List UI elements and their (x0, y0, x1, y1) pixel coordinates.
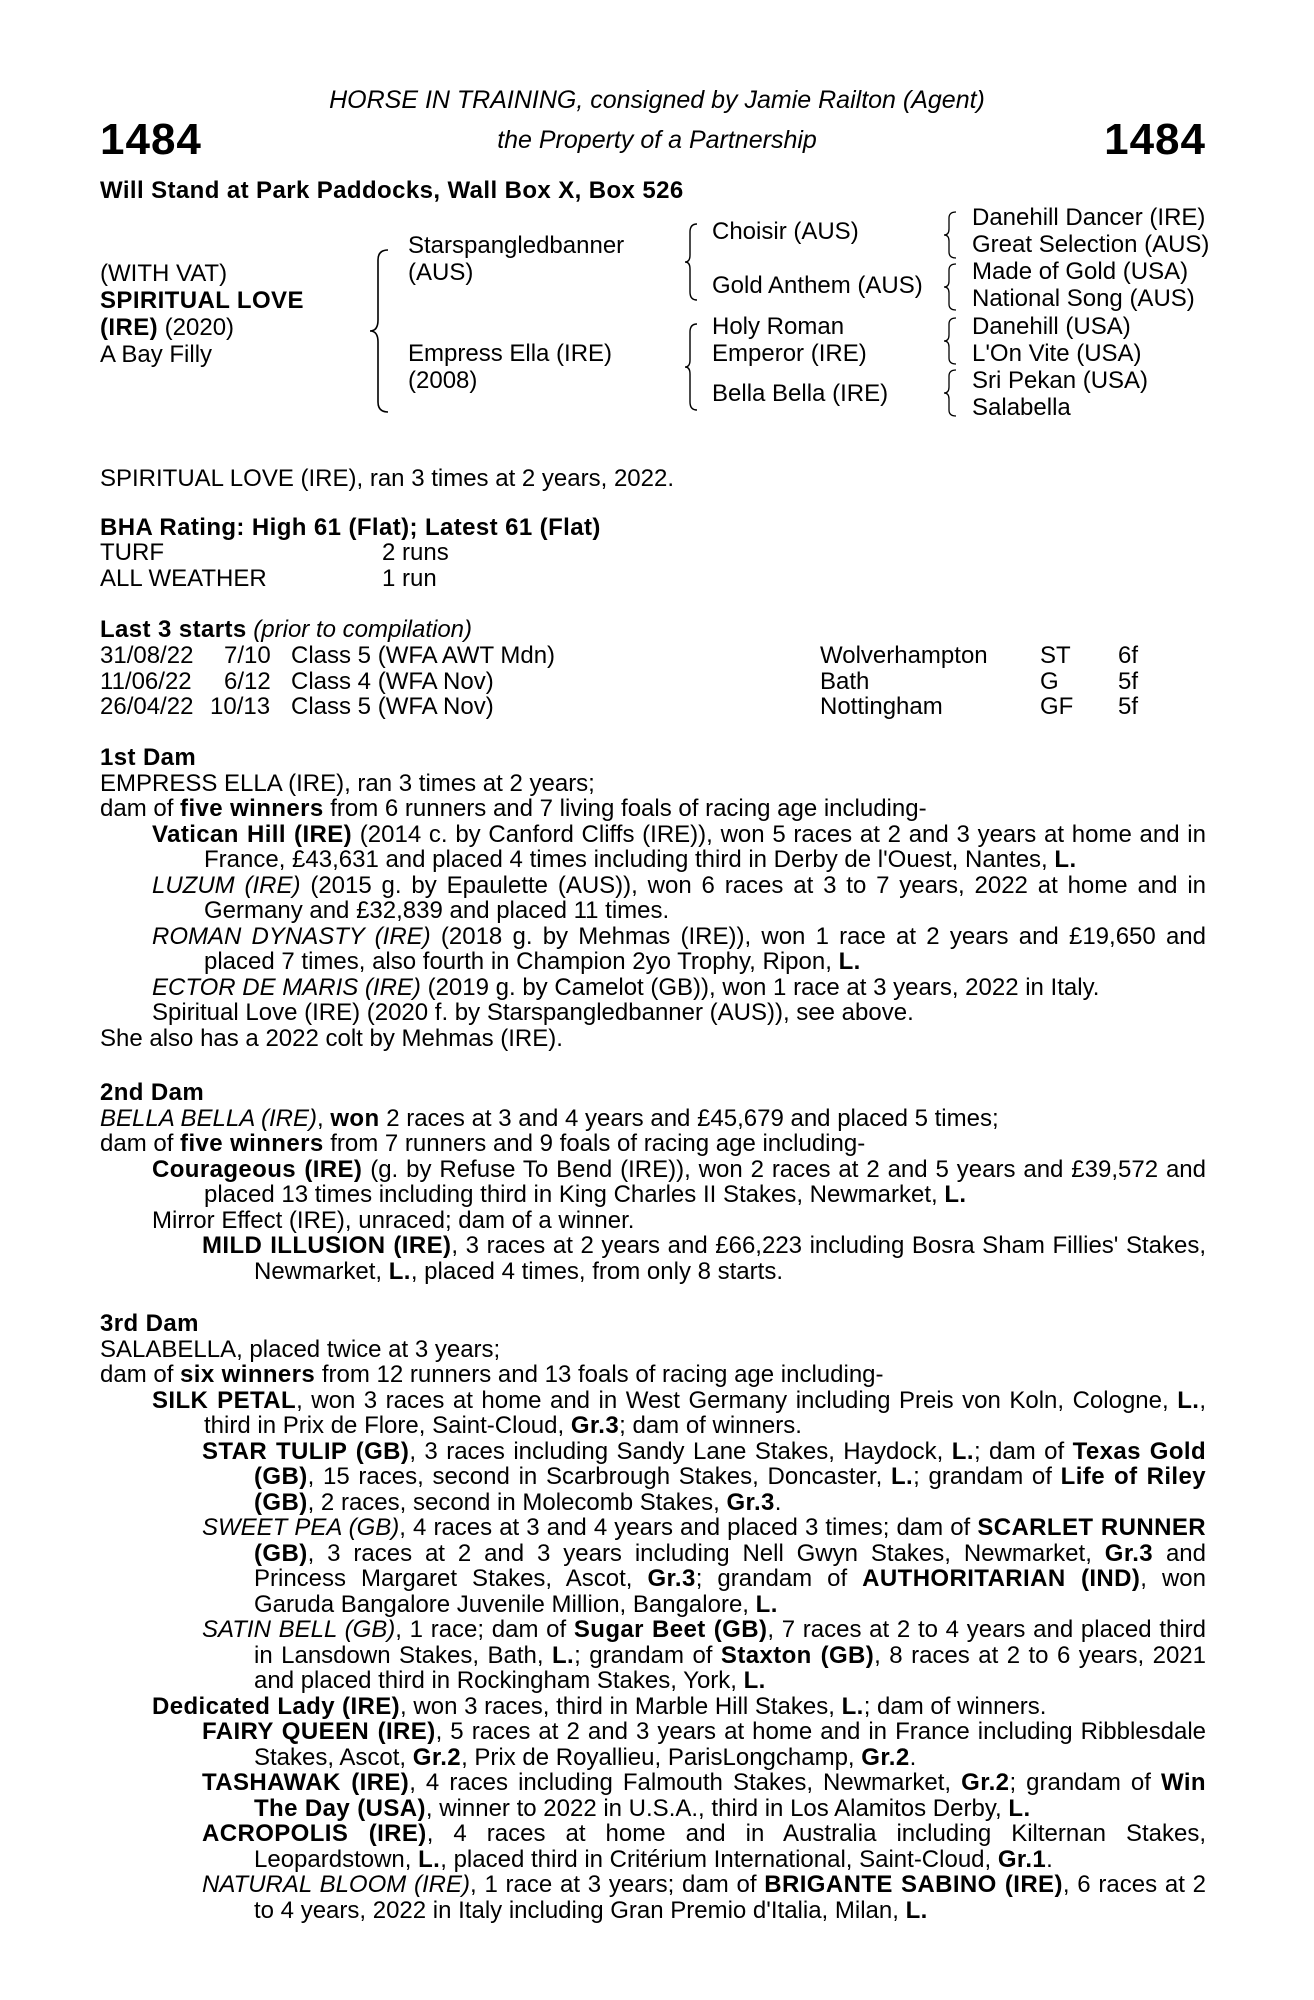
list-item (100, 1694, 1206, 1720)
vat-label: (WITH VAT) (100, 260, 228, 287)
text: , 6 races at 2 to 4 years, 2022 in Italy including Gran Premio d'Italia, Milan, (254, 1871, 1206, 1924)
text: ; dam of winners. (863, 1692, 1047, 1720)
list-item (100, 822, 1206, 873)
second-dam-intro (100, 1106, 1206, 1132)
progeny-name: BRIGANTE SABINO (IRE) (764, 1871, 1063, 1898)
horse-block (100, 260, 304, 368)
progeny-name: LUZUM (IRE) (152, 871, 301, 899)
pedigree-brace-dd (942, 368, 958, 418)
starts-title: Last 3 starts (100, 616, 247, 643)
text: , 3 races at 2 and 3 years including Nell Gwyn Stakes, Newmarket, (307, 1539, 1105, 1567)
starts-heading (100, 617, 472, 643)
ped-dds: Sri Pekan (USA) (972, 367, 1149, 394)
pedigree-brace-ds (942, 316, 958, 366)
progeny-name: SATIN BELL (GB) (202, 1616, 396, 1643)
text: from 12 runners and 13 foals of racing age including- (315, 1361, 884, 1388)
progeny-name: Staxton (GB) (720, 1641, 875, 1669)
progeny-name: MILD ILLUSION (IRE) (202, 1232, 452, 1259)
ped-dam-name: Empress Ella (IRE) (408, 340, 613, 367)
start-dist: 5f (1118, 693, 1139, 720)
start-race: Class 5 (WFA Nov) (291, 693, 494, 720)
won-mark: won (330, 1104, 380, 1132)
ped-ds-l2: Emperor (IRE) (712, 340, 867, 367)
list-item (100, 1515, 1206, 1617)
text: from 7 runners and 9 foals of racing age including- (323, 1130, 866, 1157)
ped-sire-country: (AUS) (408, 259, 474, 286)
ped-dam-year: (2008) (408, 367, 478, 394)
lot-number-left: 1484 (100, 115, 202, 164)
listed-mark: L. (743, 1667, 766, 1694)
progeny-name: SCARLET RUNNER (GB) (254, 1514, 1206, 1567)
group-mark: Gr.2 (961, 1769, 1010, 1796)
second-dam-section (100, 1080, 1206, 1284)
winners-count: six winners (180, 1361, 316, 1388)
text: , 1 race; dam of (395, 1616, 574, 1643)
horse-year: (2020) (164, 314, 235, 341)
listed-mark: L. (1177, 1386, 1200, 1414)
list-item (100, 873, 1206, 924)
starts-note: (prior to compilation) (253, 616, 473, 643)
text: . (909, 1743, 917, 1771)
text: , placed third in Critérium International, Saint-Cloud, (440, 1845, 998, 1873)
ped-dss: Danehill (USA) (972, 313, 1131, 340)
text: dam of (100, 1361, 181, 1388)
text: , 4 races including Falmouth Stakes, Newmarket, (409, 1769, 962, 1796)
text: , 8 races at 2 to 6 years, 2021 and placed third in Rockingham Stakes, York, (254, 1641, 1206, 1694)
consignor-line: HORSE IN TRAINING, consigned by Jamie Railton (Agent) (329, 86, 985, 114)
text: , winner to 2022 in U.S.A., third in Los Alamitos Derby, (425, 1794, 1009, 1822)
text: , 5 races at 2 and 3 years at home and in France including Ribblesdale Stakes, Ascot, (254, 1718, 1206, 1771)
listed-mark: L. (1054, 846, 1077, 873)
race-summary: SPIRITUAL LOVE (IRE), ran 3 times at 2 years, 2022. (100, 465, 674, 492)
progeny-name: Courageous (IRE) (152, 1155, 363, 1183)
start-race: Class 4 (WFA Nov) (291, 667, 494, 695)
winners-count: five winners (180, 795, 324, 822)
horse-name: SPIRITUAL LOVE (100, 287, 304, 314)
text: from 6 runners and 7 living foals of racing age including- (323, 795, 927, 822)
text: (2018 g. by Mehmas (IRE)), won 1 race at 2 years and £19,650 and placed 7 times, also fourth in Champion 2yo Trophy, Ripon, (204, 922, 1206, 975)
first-dam-note: She also has a 2022 colt by Mehmas (IRE). (100, 1024, 563, 1052)
ped-sds: Made of Gold (USA) (972, 258, 1189, 285)
text: . (774, 1488, 782, 1516)
start-course: Bath (820, 667, 870, 695)
third-dam-produce (100, 1362, 1206, 1388)
pedigree-brace-dam (683, 322, 699, 412)
text: (2019 g. by Camelot (GB)), won 1 race at 3 years, 2022 in Italy. (420, 973, 1100, 1001)
group-mark: Gr.2 (412, 1743, 462, 1771)
ped-dsd: L'On Vite (USA) (972, 340, 1142, 367)
text: , 7 races at 2 to 4 years and placed third in Lansdown Stakes, Bath, (254, 1616, 1207, 1669)
ped-dam (408, 340, 612, 394)
horse-country: (IRE) (100, 314, 158, 341)
bha-rating: BHA Rating: High 61 (Flat); Latest 61 (Flat) (100, 514, 601, 541)
ped-sd: Gold Anthem (AUS) (712, 272, 923, 299)
list-item (100, 1233, 1206, 1284)
progeny-name: ECTOR DE MARIS (IRE) (152, 973, 421, 1001)
start-pos: 7/10 (224, 642, 271, 669)
text: , 1 race at 3 years; dam of (470, 1871, 765, 1898)
list-item (100, 1617, 1206, 1694)
text: ; dam of (973, 1437, 1073, 1465)
lot-number-right: 1484 (1104, 115, 1206, 164)
text: dam of (100, 1130, 181, 1157)
start-dist: 5f (1118, 667, 1139, 695)
text: , 3 races including Sandy Lane Stakes, Haydock, (409, 1437, 952, 1465)
text: ; grandam of (1009, 1769, 1162, 1796)
listed-mark: L. (838, 948, 861, 975)
progeny-name: AUTHORITARIAN (IND) (862, 1565, 1141, 1592)
listed-mark: L. (755, 1590, 778, 1618)
start-going: ST (1040, 642, 1071, 669)
first-dam-intro: EMPRESS ELLA (IRE), ran 3 times at 2 years; (100, 769, 595, 797)
text: , (316, 1104, 331, 1132)
first-dam-title: 1st Dam (100, 744, 197, 771)
list-item (100, 1770, 1206, 1821)
listed-mark: L. (890, 1463, 914, 1490)
list-item (100, 924, 1206, 975)
text: (g. by Refuse To Bend (IRE)), won 2 races at 2 and 5 years and £39,572 and placed 13 times including third in King Charles II Stakes, Newmarket, (204, 1155, 1206, 1208)
pedigree-brace-main (368, 248, 392, 414)
text: , Prix de Royallieu, ParisLongchamp, (461, 1743, 862, 1771)
group-mark: Gr.3 (1104, 1539, 1154, 1567)
text: , 2 races, second in Molecomb Stakes, (307, 1488, 727, 1516)
ped-ds-l1: Holy Roman (712, 313, 845, 340)
list-item (100, 1439, 1206, 1516)
text: ; grandam of (913, 1463, 1061, 1490)
turf-label: TURF (100, 539, 164, 566)
start-course: Wolverhampton (820, 642, 988, 669)
first-dam-section (100, 745, 1206, 1051)
text: , won 3 races at home and in West Germany including Preis von Koln, Cologne, (296, 1386, 1178, 1414)
group-mark: Gr.3 (647, 1565, 696, 1592)
listed-mark: L. (944, 1181, 967, 1208)
group-mark: Gr.1 (997, 1845, 1047, 1873)
progeny-name: Vatican Hill (IRE) (152, 820, 353, 848)
ped-ss: Choisir (AUS) (712, 218, 859, 245)
text: , 4 races at home and in Australia including Kilternan Stakes, Leopardstown, (254, 1820, 1206, 1873)
progeny-name: TASHAWAK (IRE) (202, 1769, 410, 1796)
property-line: the Property of a Partnership (497, 126, 817, 154)
second-dam-title: 2nd Dam (100, 1079, 205, 1106)
ped-sdd: National Song (AUS) (972, 285, 1195, 312)
second-dam-produce (100, 1131, 1206, 1157)
text: 2 races at 3 and 4 years and £45,679 and placed 5 times; (379, 1104, 999, 1132)
third-dam-section (100, 1311, 1206, 1923)
text: , won Garuda Bangalore Juvenile Million, Bangalore, (254, 1565, 1206, 1618)
progeny-name: ROMAN DYNASTY (IRE) (152, 922, 431, 950)
progeny-name: STAR TULIP (GB) (202, 1437, 410, 1465)
list-item: Mirror Effect (IRE), unraced; dam of a winner. (152, 1206, 635, 1234)
listed-mark: L. (905, 1896, 928, 1924)
listed-mark: L. (418, 1845, 441, 1873)
group-mark: Gr.3 (726, 1488, 775, 1516)
progeny-name: FAIRY QUEEN (IRE) (202, 1718, 436, 1745)
start-pos: 6/12 (224, 667, 271, 695)
ped-ds (712, 313, 867, 367)
text: , won 3 races, third in Marble Hill Stakes, (400, 1692, 842, 1720)
start-race: Class 5 (WFA AWT Mdn) (291, 642, 556, 669)
start-date: 31/08/22 (100, 642, 194, 669)
third-dam-intro: SALABELLA, placed twice at 3 years; (100, 1335, 501, 1363)
progeny-name: SILK PETAL (152, 1386, 297, 1414)
ped-dd: Bella Bella (IRE) (712, 380, 889, 407)
progeny-name: NATURAL BLOOM (IRE) (202, 1871, 471, 1898)
text: , 4 races at 3 and 4 years and placed 3 times; dam of (399, 1514, 978, 1541)
text: , 3 races at 2 years and £66,223 including Bosra Sham Fillies' Stakes, Newmarket, (254, 1232, 1206, 1285)
start-pos: 10/13 (210, 693, 271, 720)
list-item (100, 1388, 1206, 1439)
listed-mark: L. (841, 1692, 864, 1720)
listed-mark: L. (552, 1641, 575, 1669)
progeny-name: SWEET PEA (GB) (202, 1514, 400, 1541)
third-dam-title: 3rd Dam (100, 1310, 199, 1337)
text: , third in Prix de Flore, Saint-Cloud, (204, 1386, 1206, 1439)
progeny-name: Sugar Beet (GB) (573, 1616, 768, 1643)
horse-sex: A Bay Filly (100, 341, 213, 368)
pedigree-brace-ss (942, 210, 958, 260)
start-course: Nottingham (820, 693, 943, 720)
list-item (100, 1719, 1206, 1770)
ped-sire-name: Starspangledbanner (408, 232, 625, 259)
start-date: 11/06/22 (100, 667, 192, 695)
list-item (100, 1872, 1206, 1923)
text: ; dam of winners. (619, 1412, 802, 1439)
pedigree-brace-sire (683, 222, 699, 302)
text: ; grandam of (695, 1565, 863, 1592)
progeny-name: Dedicated Lady (IRE) (152, 1692, 401, 1720)
progeny-name: Texas Gold (GB) (254, 1437, 1207, 1490)
start-going: G (1040, 667, 1059, 695)
turf-value: 2 runs (382, 539, 449, 566)
list-item (100, 975, 1206, 1001)
progeny-name: Life of Riley (GB) (254, 1463, 1206, 1516)
text: , 15 races, second in Scarbrough Stakes, Doncaster, (307, 1463, 891, 1490)
stand-line: Will Stand at Park Paddocks, Wall Box X, Box 526 (100, 177, 684, 204)
text: (2014 c. by Canford Cliffs (IRE)), won 5 races at 2 and 3 years at home and in France, £43,631 and placed 4 times including third in Derby de l'Ouest, Nantes, (204, 820, 1206, 873)
text: , placed 4 times, from only 8 starts. (410, 1257, 783, 1285)
first-dam-produce (100, 796, 1206, 822)
text: (2015 g. by Epaulette (AUS)), won 6 races at 3 to 7 years, 2022 at home and in Germany and £32,839 and placed 11 times. (204, 871, 1207, 924)
ped-ddd: Salabella (972, 394, 1071, 421)
start-date: 26/04/22 (100, 693, 194, 720)
group-mark: Gr.2 (861, 1743, 910, 1771)
pedigree-brace-sd (942, 262, 958, 312)
progeny-name: ACROPOLIS (IRE) (202, 1820, 427, 1847)
listed-mark: L. (1008, 1794, 1031, 1822)
list-item (100, 1821, 1206, 1872)
ped-sire (408, 232, 624, 286)
aw-label: ALL WEATHER (100, 565, 267, 592)
listed-mark: L. (951, 1437, 974, 1465)
start-dist: 6f (1118, 642, 1139, 669)
list-item (100, 1157, 1206, 1208)
start-going: GF (1040, 693, 1074, 720)
ped-sss: Danehill Dancer (IRE) (972, 204, 1206, 231)
ped-ssd: Great Selection (AUS) (972, 231, 1210, 258)
aw-value: 1 run (382, 565, 437, 592)
text: and Princess Margaret Stakes, Ascot, (254, 1539, 1206, 1592)
group-mark: Gr.3 (570, 1412, 620, 1439)
text: . (1046, 1845, 1053, 1873)
listed-mark: L. (388, 1257, 411, 1285)
dam-name: BELLA BELLA (IRE) (100, 1104, 317, 1132)
list-item: Spiritual Love (IRE) (2020 f. by Starspangledbanner (AUS)), see above. (152, 999, 914, 1026)
text: dam of (100, 795, 181, 822)
text: ; grandam of (574, 1641, 721, 1669)
progeny-name: Win The Day (USA) (254, 1769, 1206, 1822)
winners-count: five winners (180, 1130, 324, 1157)
